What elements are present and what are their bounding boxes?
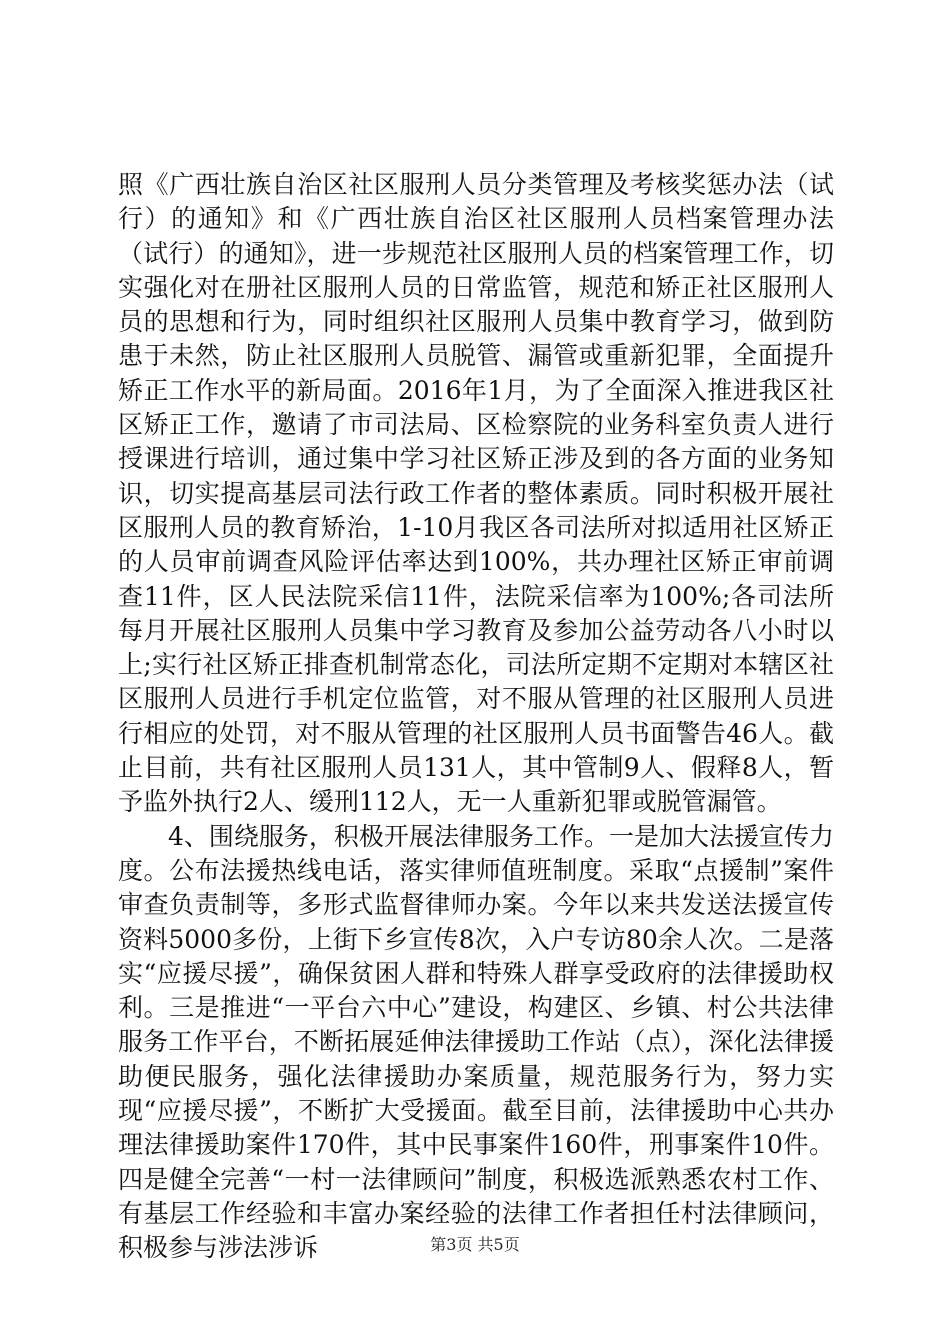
paragraph-2: 4、围绕服务，积极开展法律服务工作。一是加大法援宣传力度。公布法援热线电话，落实律师值班制度。采取“点援制”案件审查负责制等，多形式监督律师办案。今年以来共发送法援宣传资料5000多份，上街下乡宣传8次，入户专访80余人次。二是落实“应援尽援”，确保贫困人群和特殊人群享受政府的法律援助权利。三是推进“一平台六中心”建设，构建区、乡镇、村公共法律服务工作平台，不断拓展延伸法律援助工作站（点），深化法律援助便民服务，强化法律援助办案质量，规范服务行为，努力实现“应援尽援”，不断扩大受援面。截至目前，法律援助中心共办理法律援助案件170件，其中民事案件160件，刑事案件10件。四是健全完善“一村一法律顾问”制度，积极选派熟悉农村工作、有基层工作经验和丰富办案经验的法律工作者担任村法律顾问，积极参与涉法涉诉	[118, 821, 834, 1263]
paragraph-1: 照《广西壮族自治区社区服刑人员分类管理及考核奖惩办法（试行）的通知》和《广西壮族自治区社区服刑人员档案管理办法（试行）的通知》，进一步规范社区服刑人员的档案管理工作，切实强化对在册社区服刑人员的日常监管，规范和矫正社区服刑人员的思想和行为，同时组织社区服刑人员集中教育学习，做到防患于未然，防止社区服刑人员脱管、漏管或重新犯罪，全面提升矫正工作水平的新局面。2016年1月，为了全面深入推进我区社区矫正工作，邀请了市司法局、区检察院的业务科室负责人进行授课进行培训，通过集中学习社区矫正涉及到的各方面的业务知识，切实提高基层司法行政工作者的整体素质。同时积极开展社区服刑人员的教育矫治，1-10月我区各司法所对拟适用社区矫正的人员审前调查风险评估率达到100%，共办理社区矫正审前调查11件，区人民法院采信11件，法院采信率为100%;各司法所每月开展社区服刑人员集中学习教育及参加公益劳动各八小时以上;实行社区矫正排查机制常态化，司法所定期不定期对本辖区社区服刑人员进行手机定位监管，对不服从管理的社区服刑人员进行相应的处罚，对不服从管理的社区服刑人员书面警告46人。截止目前，共有社区服刑人员131人，其中管制9人、假释8人，暂予监外执行2人、缓刑112人，无一人重新犯罪或脱管漏管。	[118, 170, 834, 817]
document-body	[118, 168, 834, 1266]
page-number-footer: 第3页 共5页	[430, 1235, 520, 1254]
